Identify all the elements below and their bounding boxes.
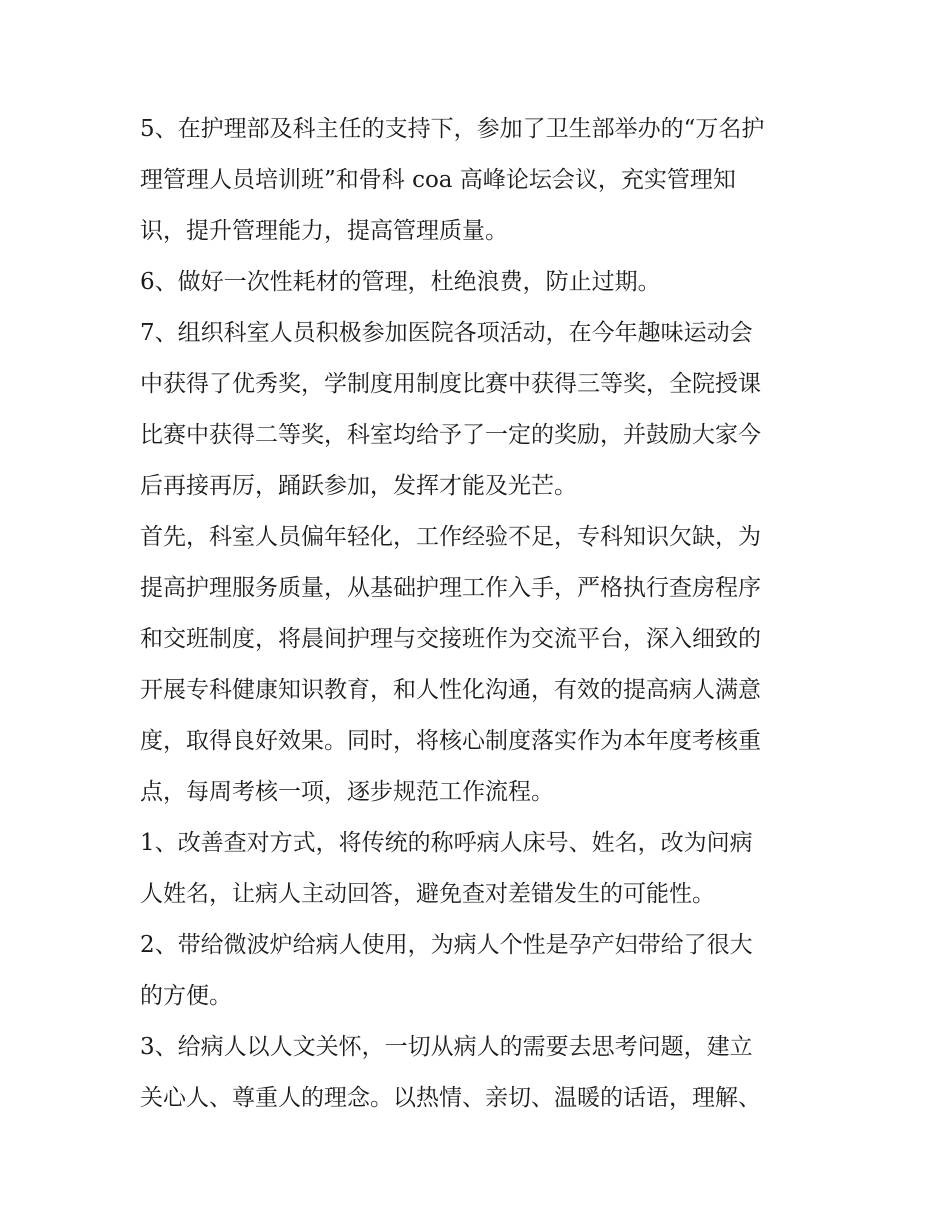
text-line: 首先，科室人员偏年轻化，工作经验不足，专科知识欠缺，为 <box>140 524 761 550</box>
text-line: 提高护理服务质量，从基础护理工作入手，严格执行查房程序 <box>140 575 761 601</box>
text-line: 点，每周考核一项，逐步规范工作流程。 <box>140 779 554 805</box>
text-line: 6、做好一次性耗材的管理，杜绝浪费，防止过期。 <box>140 269 661 295</box>
text-line: 和交班制度，将晨间护理与交接班作为交流平台，深入细致的 <box>140 626 761 652</box>
text-line: 后再接再厉，踊跃参加，发挥才能及光芒。 <box>140 473 577 499</box>
text-line: 开展专科健康知识教育，和人性化沟通，有效的提高病人满意 <box>140 677 761 703</box>
text-line: 识，提升管理能力，提高管理质量。 <box>140 218 508 244</box>
document-body <box>140 104 820 1124</box>
text-line: 比赛中获得二等奖，科室均给予了一定的奖励，并鼓励大家今 <box>140 422 761 448</box>
text-line: 3、给病人以人文关怀，一切从病人的需要去思考问题，建立 <box>140 1034 753 1060</box>
text-line: 2、带给微波炉给病人使用，为病人个性是孕产妇带给了很大 <box>140 932 753 958</box>
text-line: 7、组织科室人员积极参加医院各项活动，在今年趣味运动会 <box>140 320 753 346</box>
text-line: 关心人、尊重人的理念。以热情、亲切、温暖的话语，理解、 <box>140 1085 761 1111</box>
text-line: 1、改善查对方式，将传统的称呼病人床号、姓名，改为问病 <box>140 830 753 856</box>
text-line: 人姓名，让病人主动回答，避免查对差错发生的可能性。 <box>140 881 715 907</box>
text-line: 中获得了优秀奖，学制度用制度比赛中获得三等奖，全院授课 <box>140 371 761 397</box>
text-line: 5、在护理部及科主任的支持下，参加了卫生部举办的“万名护 <box>140 116 765 142</box>
text-line: 的方便。 <box>140 983 232 1009</box>
text-line: 度，取得良好效果。同时，将核心制度落实作为本年度考核重 <box>140 728 761 754</box>
text-line: 理管理人员培训班”和骨科 coa 高峰论坛会议，充实管理知 <box>140 167 736 193</box>
